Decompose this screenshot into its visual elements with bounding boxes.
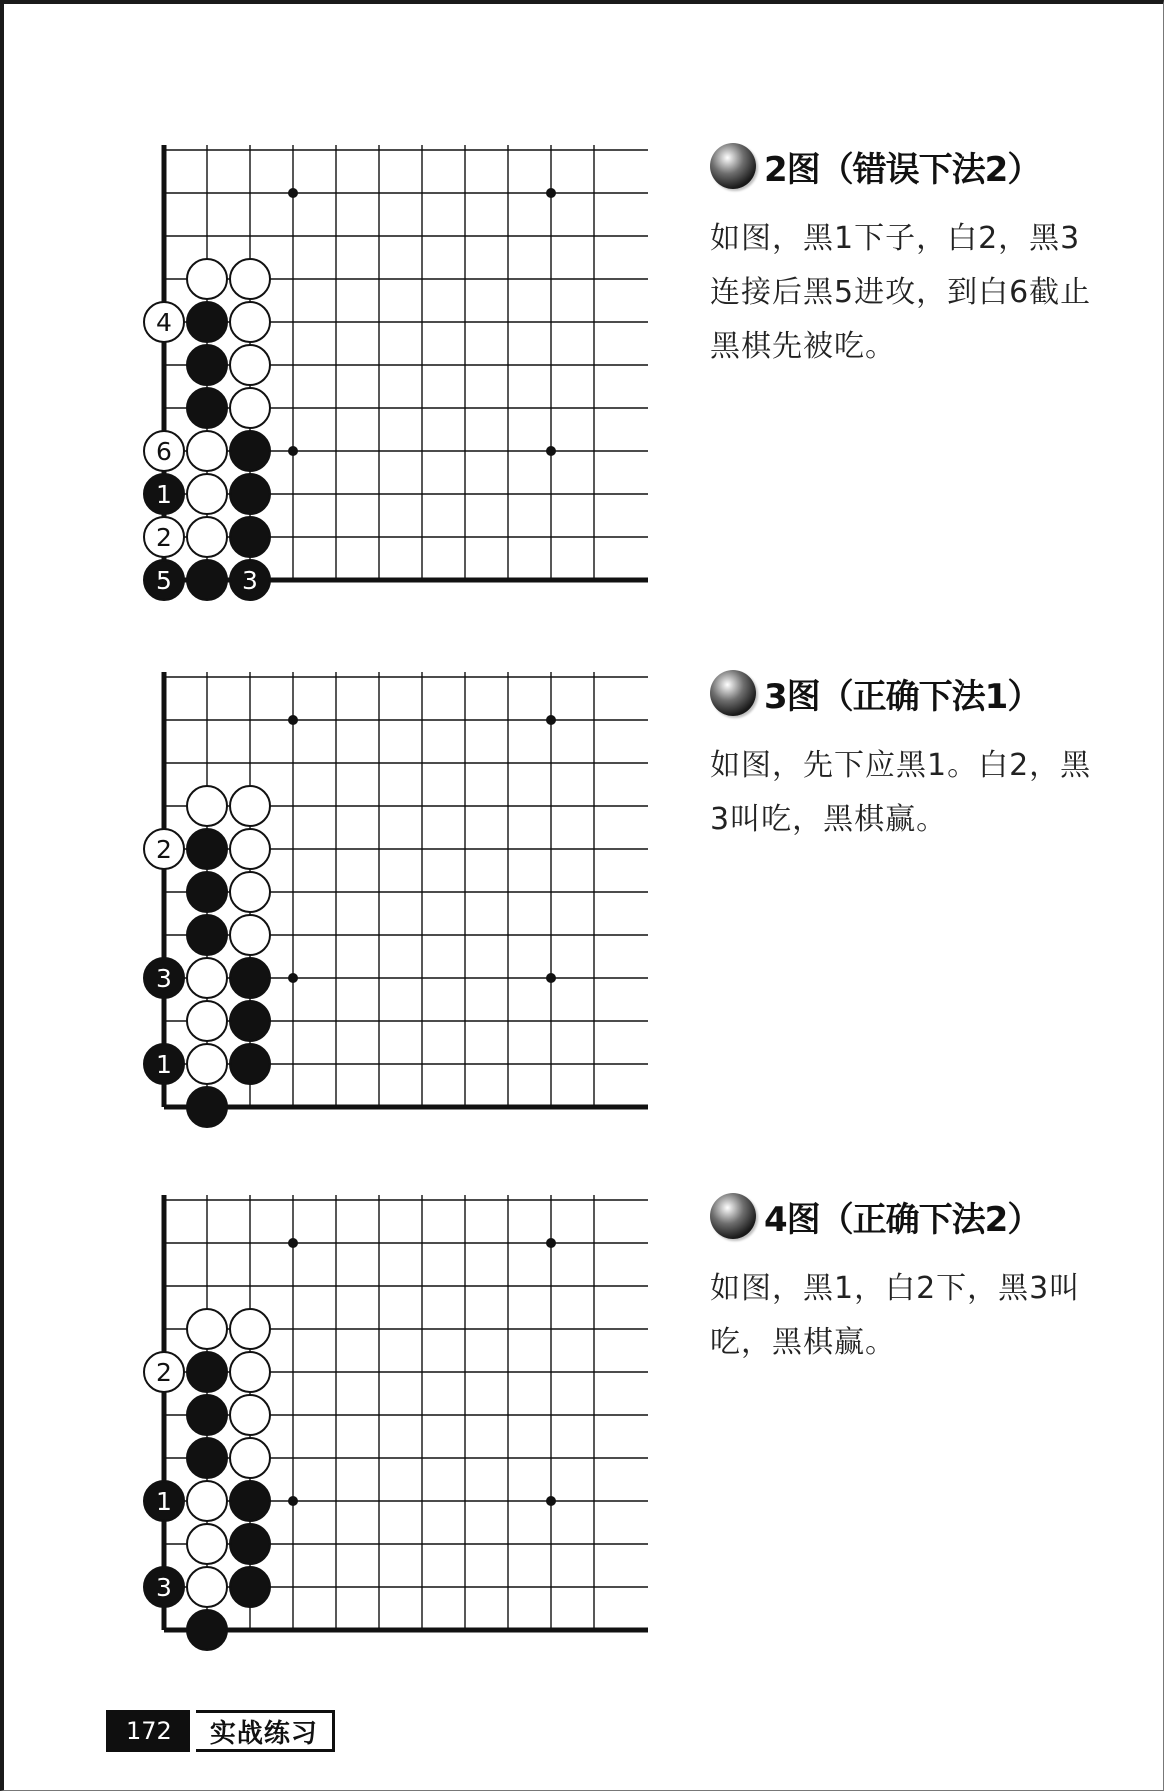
diagram-title: 4图（正确下法2）	[764, 1199, 1041, 1240]
white-stone	[230, 259, 270, 299]
black-stone	[187, 1352, 227, 1392]
go-stone-bullet-icon	[710, 1193, 756, 1239]
go-stone-bullet-icon	[710, 670, 756, 716]
move-number-label: 4	[156, 308, 172, 337]
white-stone	[187, 1044, 227, 1084]
diagram-heading	[710, 140, 1110, 192]
white-stone	[187, 259, 227, 299]
black-stone	[187, 1087, 227, 1127]
move-number-label: 5	[156, 566, 172, 595]
white-stone	[230, 1395, 270, 1435]
white-stone	[187, 786, 227, 826]
white-stone	[230, 786, 270, 826]
star-point	[288, 446, 298, 456]
white-stone	[187, 1567, 227, 1607]
move-number-label: 6	[156, 437, 172, 466]
white-stone	[230, 829, 270, 869]
black-stone	[187, 872, 227, 912]
white-stone	[230, 1309, 270, 1349]
move-number-label: 2	[156, 523, 172, 552]
white-stone	[230, 302, 270, 342]
black-stone	[187, 1610, 227, 1650]
white-stone	[230, 388, 270, 428]
white-stone	[230, 1352, 270, 1392]
star-point	[288, 973, 298, 983]
move-number-label: 1	[156, 1050, 172, 1079]
black-stone	[187, 829, 227, 869]
black-stone	[230, 1001, 270, 1041]
black-stone	[230, 958, 270, 998]
page-number: 172	[106, 1710, 190, 1752]
white-stone	[187, 1481, 227, 1521]
black-stone	[230, 1481, 270, 1521]
white-stone	[230, 872, 270, 912]
go-board	[138, 140, 658, 610]
star-point	[288, 1496, 298, 1506]
diagram-text	[710, 667, 1110, 847]
move-number-label: 1	[156, 1487, 172, 1516]
move-number-label: 2	[156, 835, 172, 864]
black-stone	[187, 560, 227, 600]
move-number-label: 3	[156, 964, 172, 993]
diagram-heading	[710, 667, 1110, 719]
white-stone	[187, 1001, 227, 1041]
black-stone	[187, 915, 227, 955]
white-stone	[187, 474, 227, 514]
white-stone	[187, 958, 227, 998]
black-stone	[230, 1567, 270, 1607]
star-point	[288, 715, 298, 725]
diagram-title: 2图（错误下法2）	[764, 149, 1041, 190]
black-stone	[187, 1395, 227, 1435]
move-number-label: 3	[156, 1573, 172, 1602]
black-stone	[230, 1524, 270, 1564]
go-board	[138, 1190, 658, 1660]
diagram-title: 3图（正确下法1）	[764, 676, 1041, 717]
move-number-label: 1	[156, 480, 172, 509]
section-title: 实战练习	[196, 1710, 335, 1752]
star-point	[546, 1496, 556, 1506]
star-point	[288, 1238, 298, 1248]
white-stone	[230, 345, 270, 385]
black-stone	[187, 1438, 227, 1478]
black-stone	[230, 1044, 270, 1084]
black-stone	[230, 431, 270, 471]
diagram-heading	[710, 1190, 1110, 1242]
white-stone	[187, 517, 227, 557]
star-point	[546, 188, 556, 198]
black-stone	[230, 474, 270, 514]
move-number-label: 2	[156, 1358, 172, 1387]
white-stone	[187, 1524, 227, 1564]
diagram-text	[710, 1190, 1110, 1370]
white-stone	[230, 1438, 270, 1478]
star-point	[288, 188, 298, 198]
go-stone-bullet-icon	[710, 143, 756, 189]
star-point	[546, 1238, 556, 1248]
black-stone	[187, 388, 227, 428]
black-stone	[230, 517, 270, 557]
black-stone	[187, 345, 227, 385]
diagram-description: 如图，黑1下子，白2，黑3连接后黑5进攻，到白6截止黑棋先被吃。	[710, 221, 1092, 364]
diagram-text	[710, 140, 1110, 374]
page-footer	[106, 1710, 335, 1752]
move-number-label: 3	[242, 566, 258, 595]
black-stone	[187, 302, 227, 342]
diagram-description: 如图，先下应黑1。白2，黑3叫吃，黑棋赢。	[710, 748, 1092, 837]
star-point	[546, 973, 556, 983]
star-point	[546, 715, 556, 725]
white-stone	[187, 431, 227, 471]
diagram-description: 如图，黑1，白2下，黑3叫吃，黑棋赢。	[710, 1271, 1081, 1360]
star-point	[546, 446, 556, 456]
white-stone	[230, 915, 270, 955]
go-board	[138, 667, 658, 1137]
white-stone	[187, 1309, 227, 1349]
